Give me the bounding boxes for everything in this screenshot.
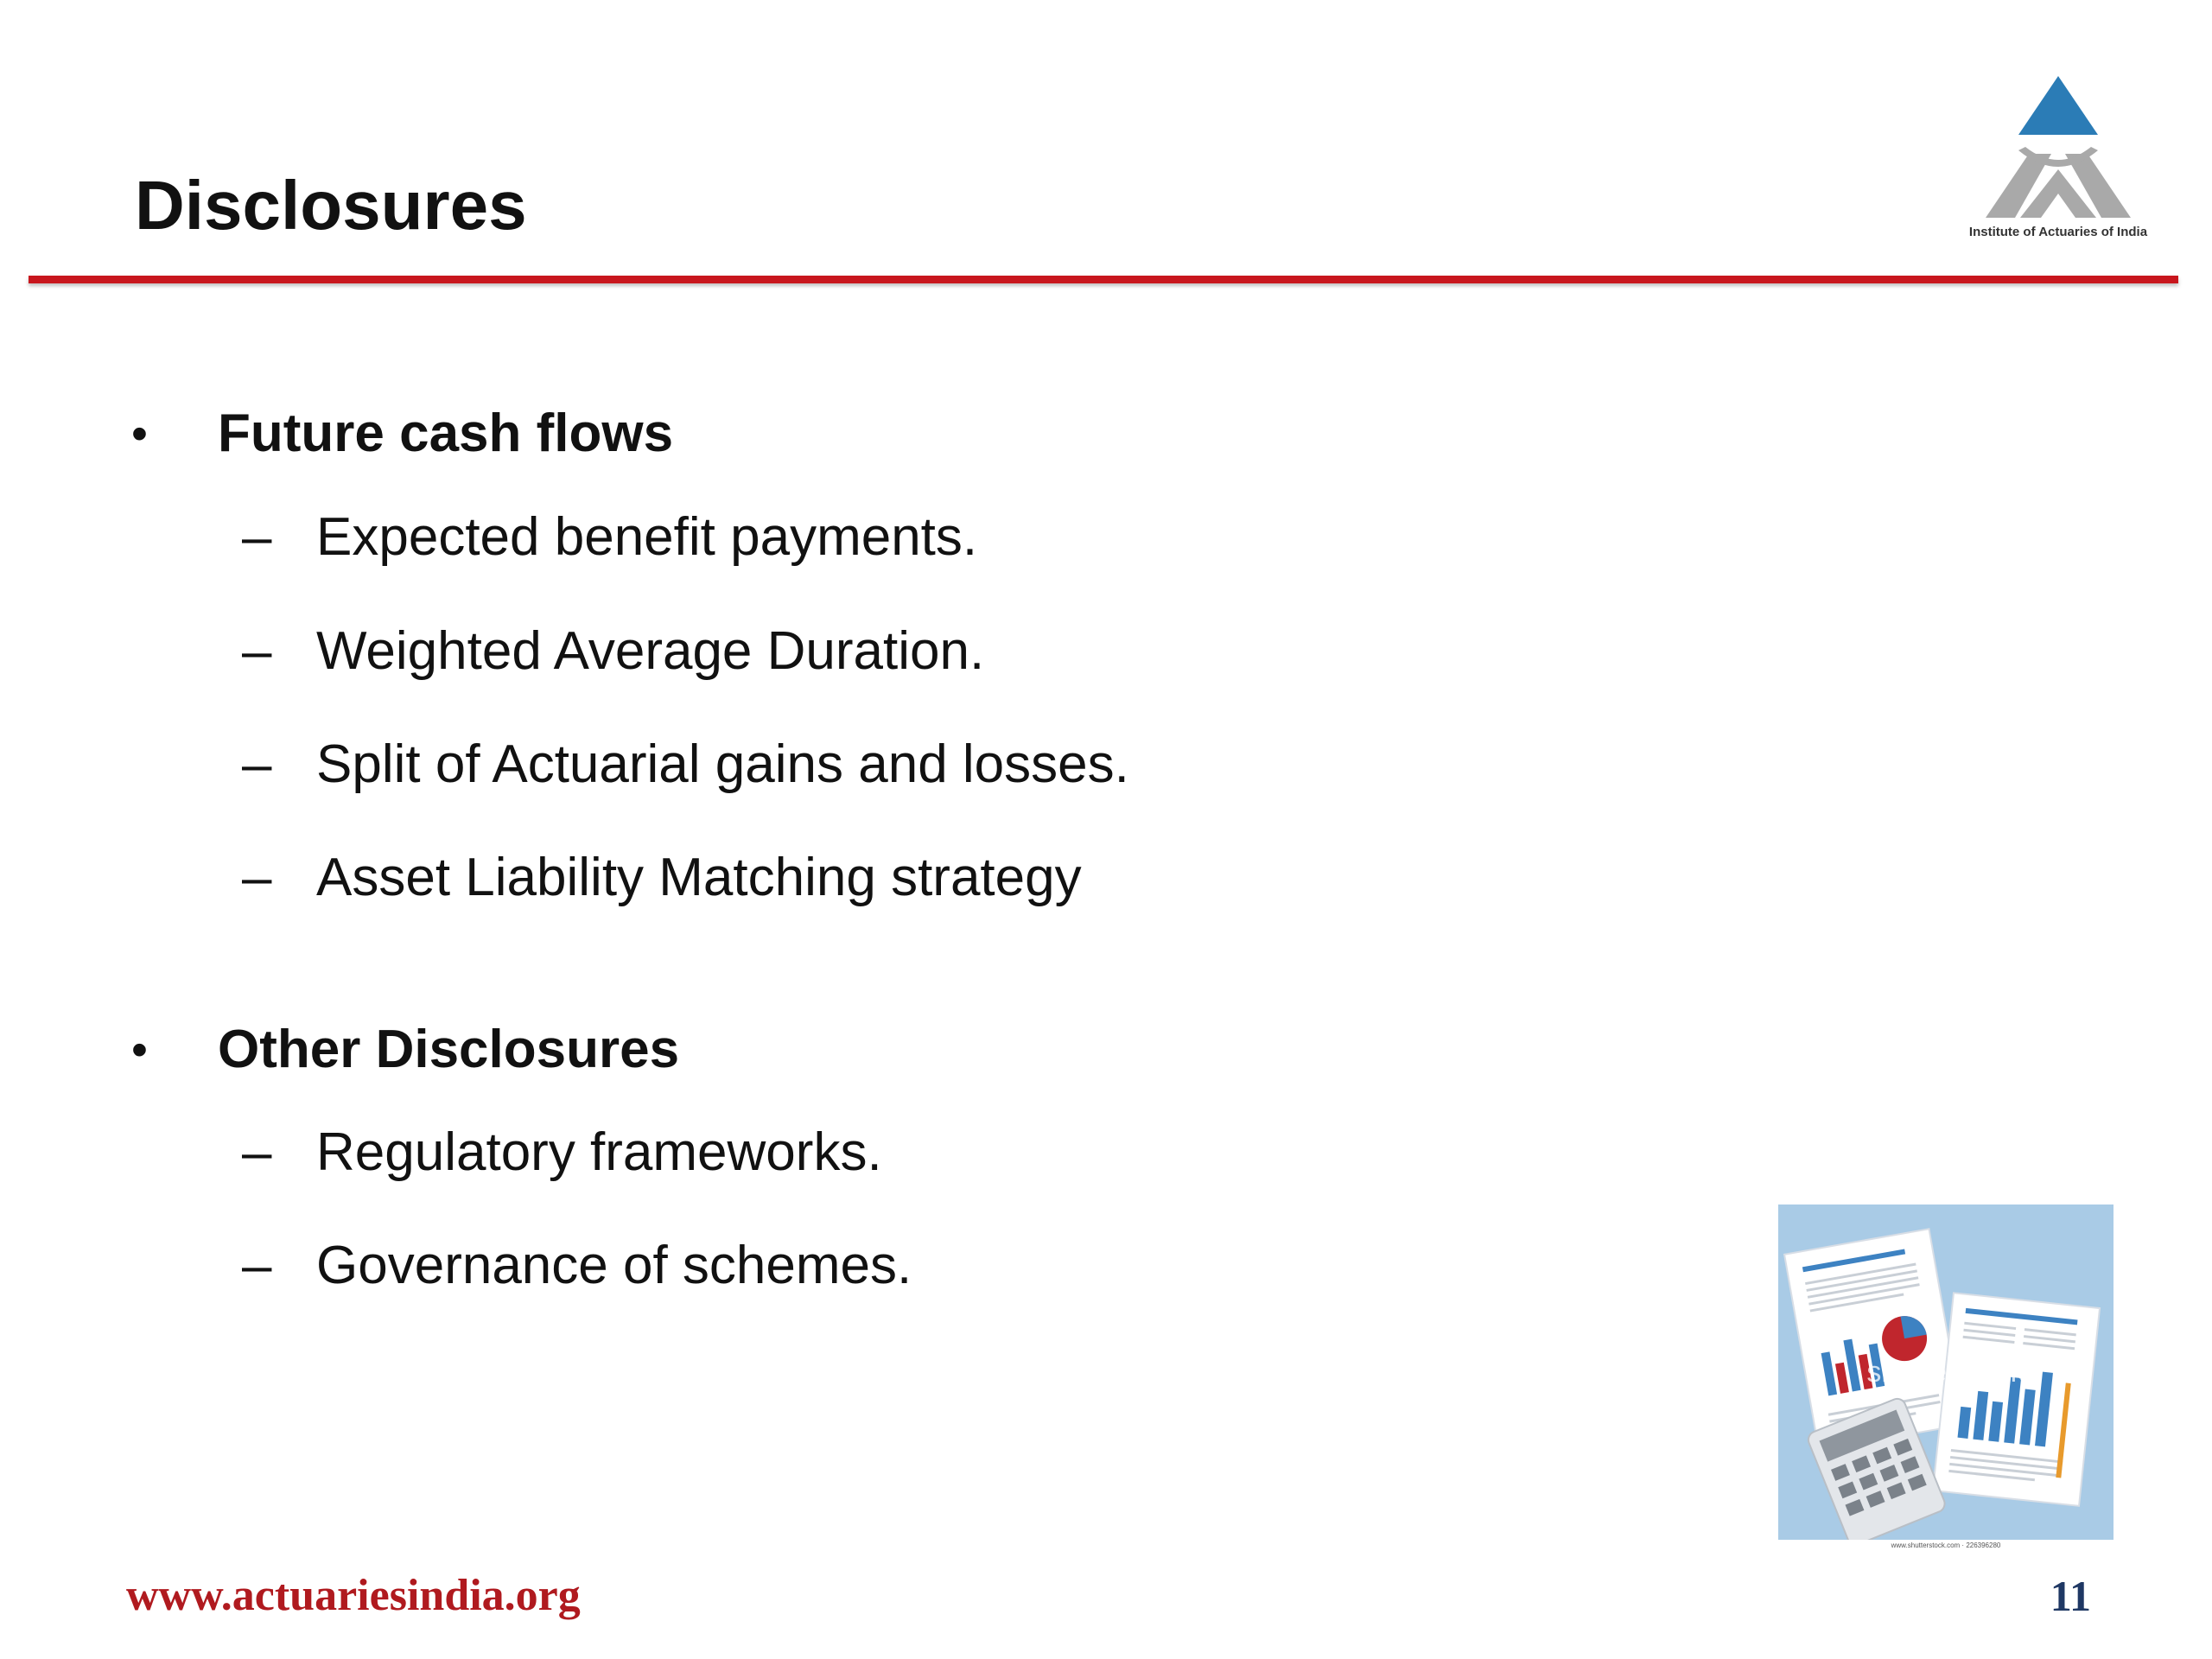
footer-url[interactable]: www.actuariesindia.org <box>126 1571 581 1620</box>
bullet-marker: • <box>131 408 148 460</box>
dash-marker: – <box>242 848 272 907</box>
bullet-heading: Future cash flows <box>218 404 674 463</box>
dash-marker: – <box>242 621 272 681</box>
sub-item-text: Governance of schemes. <box>316 1236 912 1295</box>
bullet-heading: Other Disclosures <box>218 1020 680 1079</box>
reports-illustration <box>1778 1205 2113 1540</box>
title-divider <box>29 276 2178 283</box>
sub-item-text: Regulatory frameworks. <box>316 1122 882 1182</box>
logo-caption: Institute of Actuaries of India <box>1968 225 2148 239</box>
sub-item-text: Asset Liability Matching strategy <box>316 848 1082 907</box>
logo-mark <box>1955 73 2162 225</box>
page-number: 11 <box>2050 1572 2091 1620</box>
dash-marker: – <box>242 1236 272 1295</box>
dash-marker: – <box>242 1122 272 1182</box>
sub-item-text: Weighted Average Duration. <box>316 621 985 681</box>
watermark-text: shutterstock <box>1866 1356 2025 1389</box>
sub-item-text: Expected benefit payments. <box>316 507 978 567</box>
bullet-marker: • <box>131 1024 148 1076</box>
dash-marker: – <box>242 734 272 794</box>
sub-item-text: Split of Actuarial gains and losses. <box>316 734 1129 794</box>
dash-marker: – <box>242 507 272 567</box>
institute-logo <box>1955 73 2162 245</box>
illustration-caption: www.shutterstock.com · 226396280 <box>1891 1541 2001 1549</box>
slide-title: Disclosures <box>135 167 527 244</box>
